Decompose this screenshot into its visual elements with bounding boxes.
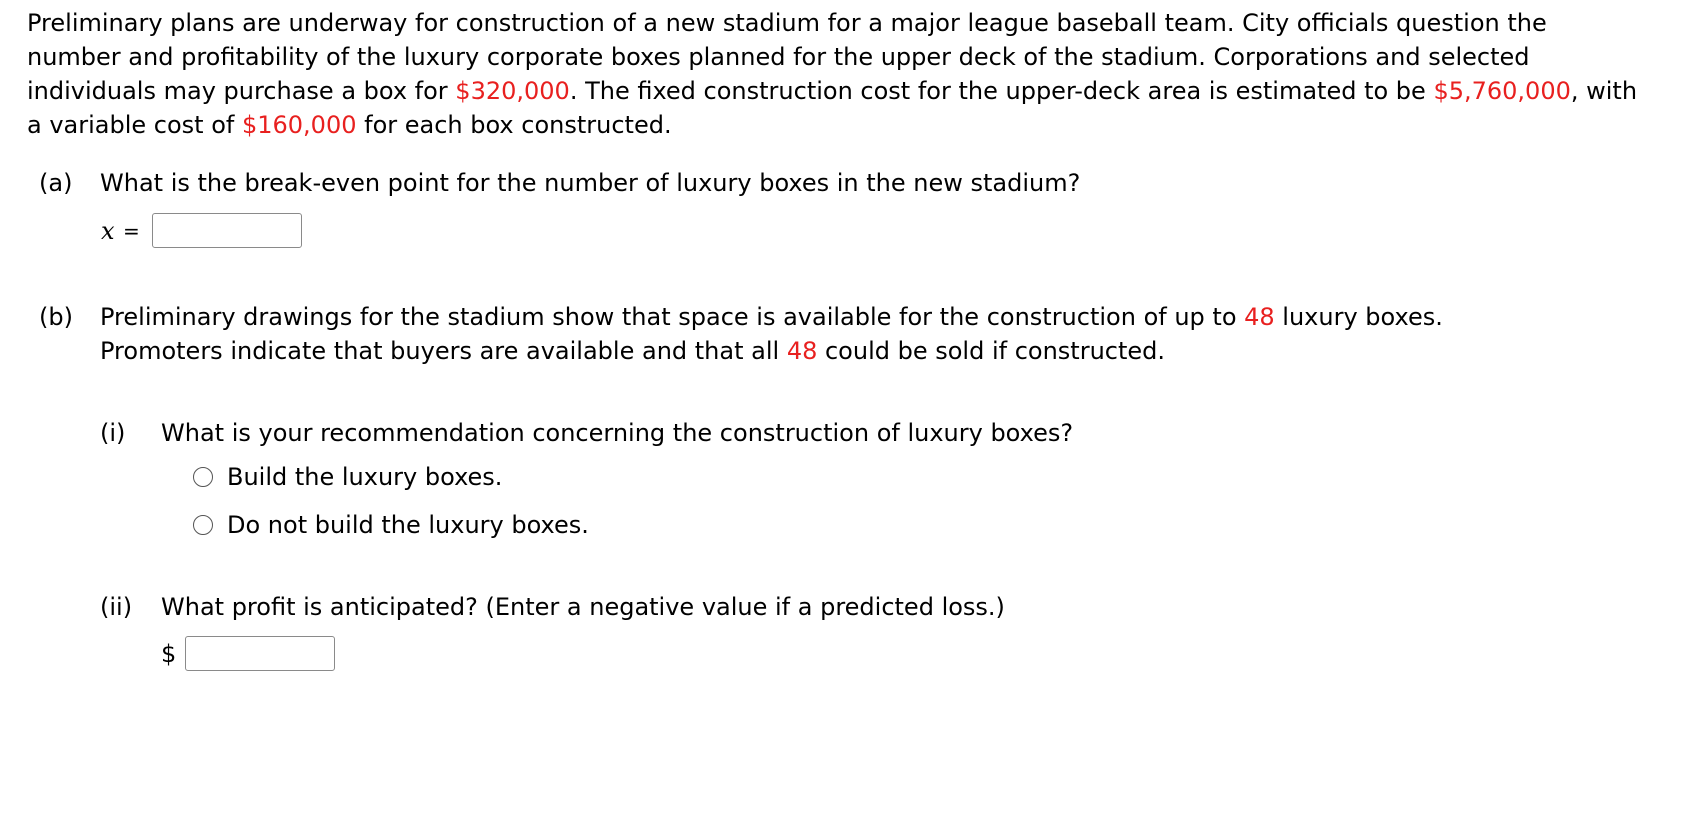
- intro-text-2: . The fixed construction cost for the upper-deck area is estimated to be: [569, 77, 1434, 105]
- part-b-label: (b): [39, 303, 73, 331]
- part-a-question: What is the break-even point for the number of luxury boxes in the new stadium?: [100, 169, 1081, 197]
- part-ii-label: (ii): [100, 593, 133, 621]
- equals-sign: =: [123, 219, 140, 243]
- max-boxes-1: 48: [1244, 303, 1275, 331]
- variable-cost: $160,000: [241, 111, 357, 139]
- box-price: $320,000: [455, 77, 570, 105]
- part-b-text: [100, 300, 1520, 368]
- part-b-text-2: luxury boxes. Promoters indicate that buyers are available and that all: [100, 303, 1443, 365]
- part-a-label: (a): [39, 169, 73, 197]
- x-variable-label: x: [101, 217, 115, 245]
- part-ii-question: What profit is anticipated? (Enter a negative value if a predicted loss.): [161, 593, 1005, 621]
- radio-label-build: Build the luxury boxes.: [227, 463, 503, 491]
- problem-statement: [27, 6, 1647, 142]
- part-i-label: (i): [100, 419, 126, 447]
- dollar-sign: $: [161, 640, 177, 668]
- part-i-question: What is your recommendation concerning the construction of luxury boxes?: [161, 419, 1074, 447]
- intro-text-1: Preliminary plans are underway for construction of a new stadium for a major league baseball team. City officials question the number and profitability of the luxury corporate boxes planned for the upper deck of the stadium. Corporations and selected individuals may purchase a box for: [27, 9, 1547, 105]
- part-b-text-3: could be sold if constructed.: [817, 337, 1166, 365]
- fixed-cost: $5,760,000: [1433, 77, 1571, 105]
- break-even-input[interactable]: [152, 213, 302, 248]
- radio-circle-do-not-build[interactable]: [193, 515, 213, 535]
- radio-circle-build[interactable]: [193, 467, 213, 487]
- radio-option-build[interactable]: [193, 460, 502, 494]
- profit-input[interactable]: [185, 636, 335, 671]
- radio-option-do-not-build[interactable]: [193, 508, 589, 542]
- radio-label-do-not-build: Do not build the luxury boxes.: [227, 511, 589, 539]
- intro-text-3: , with a variable cost of: [27, 77, 1638, 139]
- part-b-text-1: Preliminary drawings for the stadium show that space is available for the construction of up to: [100, 303, 1245, 331]
- max-boxes-2: 48: [786, 337, 818, 365]
- intro-text-4: for each box constructed.: [356, 111, 672, 139]
